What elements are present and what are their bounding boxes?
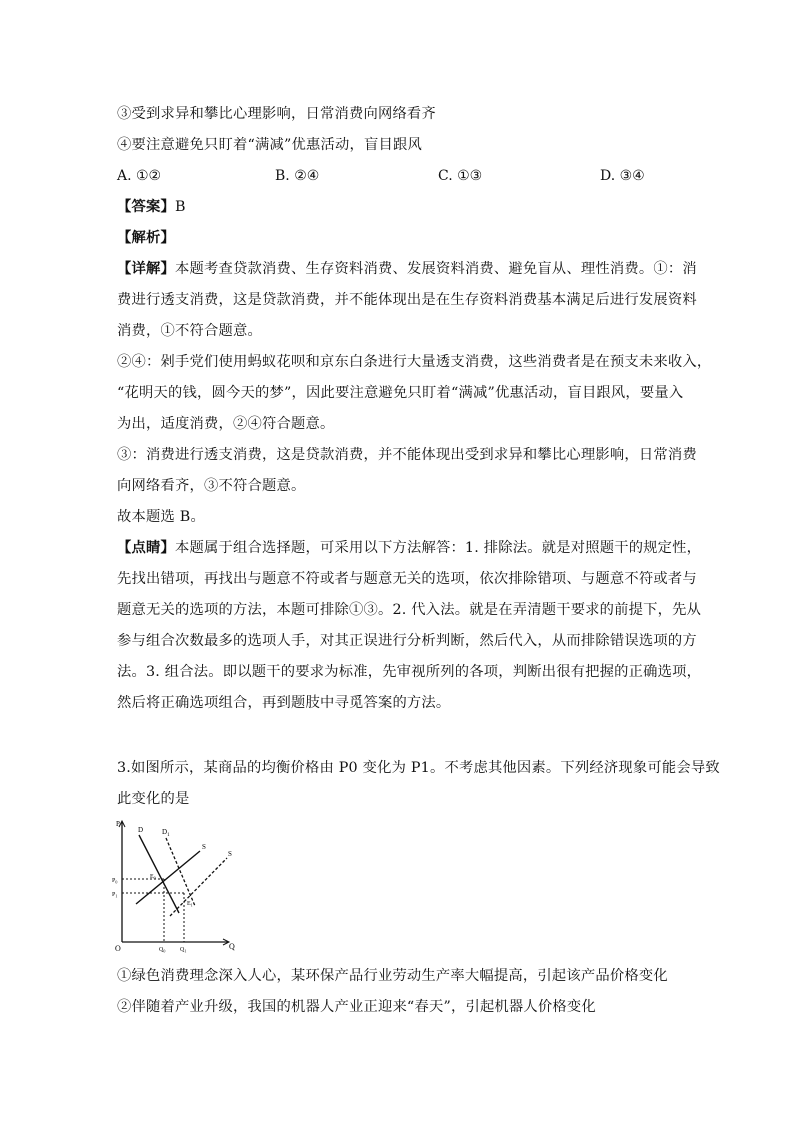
tip-line-1 (117, 538, 701, 558)
detail-p3-line-1: ③：消费进行透支消费，这是贷款消费，并不能体现出受到求异和攀比心理影响，日常消费 (117, 447, 697, 463)
q0-label: $Q_0$ (159, 947, 166, 954)
p-axis-label: P (116, 820, 120, 828)
answer-tag: 【答案】 (117, 199, 175, 215)
tip-line-5: 法。3. 组合法。即以题干的要求为标准，先审视所列的各项，判断出很有把握的正确选项， (117, 664, 702, 680)
detail-line-2: 费进行透支消费，这是贷款消费，并不能体现出是在生存资料消费基本满足后进行发展资料 (117, 292, 697, 308)
tip-line-4: 参与组合次数最多的选项人手，对其正误进行分析判断，然后代入，从而排除错误选项的方 (117, 633, 697, 649)
detail-conclusion: 故本题选 B。 (117, 509, 205, 525)
e1-label: $E_1$ (187, 901, 193, 908)
d-label: D (138, 826, 144, 834)
answer-line (117, 197, 186, 217)
tip-tag: 【点睛】 (117, 540, 175, 556)
tip-line-2: 先找出错项，再找出与题意不符或者与题意无关的选项，依次排除错项、与题意不符或者与 (117, 571, 697, 587)
tip-line-6: 然后将正确选项组合，再到题肢中寻觅答案的方法。 (117, 695, 451, 711)
statement-4: ④要注意避免只盯着“满减”优惠活动，盲目跟风 (117, 137, 422, 153)
tip-text-1: 本题属于组合选择题，可采用以下方法解答：1. 排除法。就是对照题干的规定性， (175, 540, 702, 556)
detail-tag: 【详解】 (117, 261, 175, 277)
detail-line-3: 消费，①不符合题意。 (117, 323, 262, 339)
p0-label: $P_0$ (112, 878, 118, 885)
s1-label: S (228, 850, 232, 858)
option-c: C. ①③ (438, 168, 483, 184)
statement-3: ③受到求异和攀比心理影响，日常消费向网络看齐 (117, 106, 436, 122)
answer-value: B (175, 199, 186, 215)
detail-p3-line-2: 向网络看齐，③不符合题意。 (117, 478, 306, 494)
detail-line-1 (117, 259, 697, 279)
q1-label: $Q_1$ (180, 947, 187, 954)
detail-p2-line-1: ②④：剁手党们使用蚂蚁花呗和京东白条进行大量透支消费，这些消费者是在预支未来收入， (117, 354, 712, 370)
option-b: B. ②④ (275, 168, 320, 184)
e0-label: $E_0$ (150, 874, 156, 881)
detail-text-1: 本题考查贷款消费、生存资料消费、发展资料消费、避免盲从、理性消费。①：消 (175, 261, 697, 277)
question-3-statement-1: ①绿色消费理念深入人心，某环保产品行业劳动生产率大幅提高，引起该产品价格变化 (117, 968, 668, 984)
origin-label: O (115, 944, 121, 953)
question-3-line-1: 3.如图所示，某商品的均衡价格由 P0 变化为 P1。不考虑其他因素。下列经济现象可能会导致 (117, 760, 720, 776)
d1-label: $D_1$ (162, 828, 170, 838)
question-3-statement-2: ②伴随着产业升级，我国的机器人产业正迎来“春天”，引起机器人价格变化 (117, 999, 596, 1015)
q-axis-label: Q (229, 942, 235, 951)
detail-p2-line-3: 为出，适度消费，②④符合题意。 (117, 416, 335, 432)
question-3-line-2: 此变化的是 (117, 791, 190, 807)
option-a: A. ①② (117, 168, 162, 184)
supply-demand-graph (112, 818, 240, 954)
analysis-tag: 【解析】 (117, 230, 175, 246)
detail-p2-line-2: “花明天的钱，圆今天的梦”，因此要注意避免只盯着“满减”优惠活动，盲目跟风，要量入 (117, 385, 684, 401)
tip-line-3: 题意无关的选项的方法，本题可排除①③。2. 代入法。就是在弄清题干要求的前提下，先从 (117, 602, 702, 618)
s-label: S (202, 843, 206, 851)
option-d: D. ③④ (600, 168, 645, 184)
p1-label: $P_1$ (112, 892, 118, 899)
